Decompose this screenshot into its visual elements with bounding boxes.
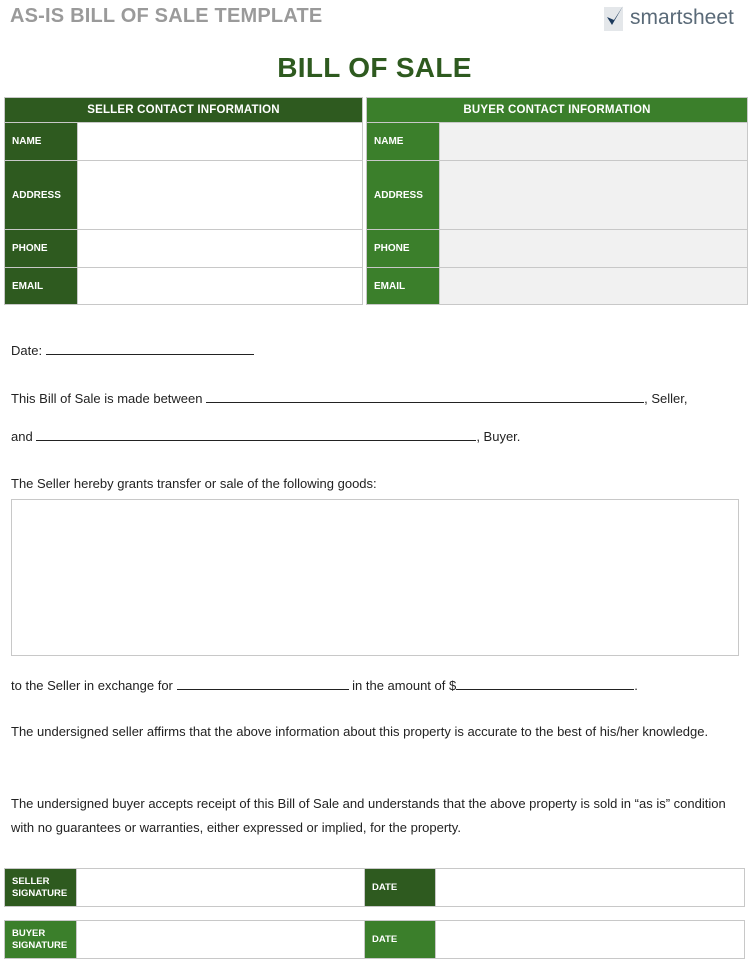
seller-affirmation-paragraph: The undersigned seller affirms that the above information about this property is accurate to the best of his/her knowledge. — [11, 724, 709, 739]
seller-email-field[interactable] — [77, 268, 362, 304]
buyer-date-label: DATE — [364, 921, 435, 958]
amount-blank[interactable] — [456, 677, 634, 690]
seller-phone-field[interactable] — [77, 230, 362, 267]
amount-label-text: in the amount of $ — [352, 678, 457, 693]
seller-email-row — [5, 267, 362, 304]
buyer-signature-row — [4, 920, 745, 959]
buyer-acceptance-paragraph: The undersigned buyer accepts receipt of this Bill of Sale and understands that the above property is sold in “as is” condition with no guarantees or warranties, either expressed or implied, for the property. — [11, 796, 726, 835]
and-text: and — [11, 429, 33, 444]
goods-description-box[interactable] — [11, 499, 739, 656]
seller-suffix-text: , Seller, — [644, 391, 688, 406]
buyer-contact-table — [366, 97, 748, 305]
buyer-signature-field[interactable] — [76, 921, 364, 958]
seller-address-field[interactable] — [77, 161, 362, 229]
made-between-text: This Bill of Sale is made between — [11, 391, 203, 406]
seller-name-row — [5, 122, 362, 160]
seller-date-label: DATE — [364, 869, 435, 906]
seller-phone-label: PHONE — [5, 230, 77, 267]
buyer-signature-label-line1: BUYER — [12, 927, 46, 939]
buyer-name-label: NAME — [367, 123, 439, 160]
parties-line — [11, 390, 687, 406]
seller-address-label: ADDRESS — [5, 161, 77, 229]
buyer-address-label: ADDRESS — [367, 161, 439, 229]
buyer-date-field[interactable] — [435, 921, 744, 958]
document-title: BILL OF SALE — [277, 52, 472, 83]
seller-signature-row — [4, 868, 745, 907]
seller-signature-label-line2: SIGNATURE — [12, 887, 68, 899]
buyer-address-row — [367, 160, 747, 229]
seller-date-field[interactable] — [435, 869, 744, 906]
date-blank[interactable] — [46, 342, 254, 355]
smartsheet-check-icon — [603, 3, 627, 33]
grants-text: The Seller hereby grants transfer or sale of the following goods: — [11, 476, 377, 491]
buyer-email-label: EMAIL — [367, 268, 439, 304]
buyer-name-row — [367, 122, 747, 160]
seller-signature-label-line1: SELLER — [12, 875, 50, 887]
seller-phone-row — [5, 229, 362, 267]
seller-name-blank[interactable] — [206, 390, 644, 403]
buyer-phone-label: PHONE — [367, 230, 439, 267]
logo-text: smartsheet — [630, 6, 734, 29]
grants-line — [11, 476, 377, 491]
buyer-name-blank[interactable] — [36, 428, 476, 441]
seller-signature-field[interactable] — [76, 869, 364, 906]
buyer-signature-label-line2: SIGNATURE — [12, 939, 68, 951]
buyer-email-field[interactable] — [439, 268, 747, 304]
buyer-address-field[interactable] — [439, 161, 747, 229]
exchange-prefix-text: to the Seller in exchange for — [11, 678, 173, 693]
buyer-signature-label — [5, 921, 76, 958]
buyer-line — [11, 428, 520, 444]
seller-address-row — [5, 160, 362, 229]
seller-name-field[interactable] — [77, 123, 362, 160]
exchange-blank[interactable] — [177, 677, 349, 690]
seller-contact-table — [4, 97, 363, 305]
seller-contact-heading: SELLER CONTACT INFORMATION — [5, 98, 362, 122]
seller-name-label: NAME — [5, 123, 77, 160]
buyer-phone-row — [367, 229, 747, 267]
exchange-line — [11, 677, 638, 693]
template-title: AS-IS BILL OF SALE TEMPLATE — [10, 5, 323, 27]
amount-suffix-text: . — [634, 678, 638, 693]
date-line — [11, 342, 254, 358]
buyer-suffix-text: , Buyer. — [476, 429, 521, 444]
seller-signature-label — [5, 869, 76, 906]
date-label: Date: — [11, 343, 43, 358]
buyer-contact-heading: BUYER CONTACT INFORMATION — [367, 98, 747, 122]
buyer-name-field[interactable] — [439, 123, 747, 160]
smartsheet-logo — [603, 1, 745, 35]
buyer-email-row — [367, 267, 747, 304]
buyer-phone-field[interactable] — [439, 230, 747, 267]
seller-email-label: EMAIL — [5, 268, 77, 304]
